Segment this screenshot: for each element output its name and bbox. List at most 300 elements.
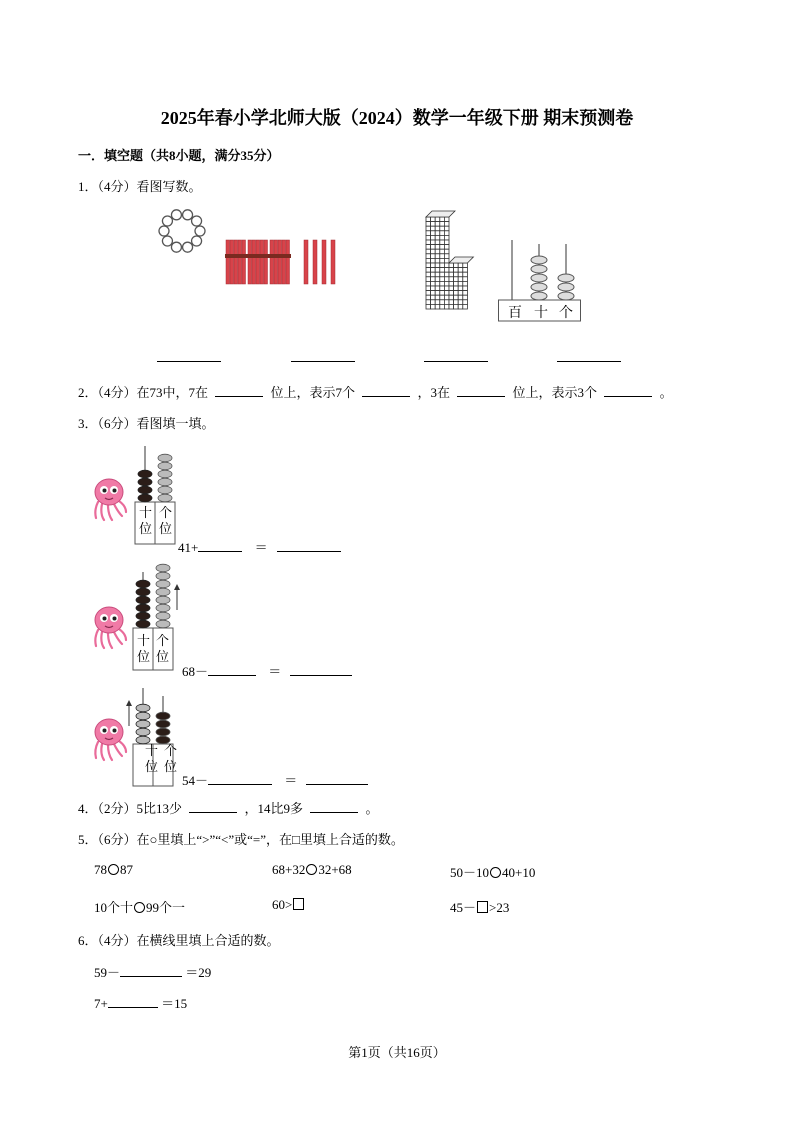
q5-item-6-left: 45－	[450, 900, 477, 915]
q4-part-2: ，14比9多	[244, 801, 304, 816]
cube	[426, 217, 431, 222]
bead	[136, 588, 150, 596]
cube	[431, 272, 436, 277]
cube	[458, 295, 463, 300]
q6-line-2	[94, 993, 187, 1012]
cube	[444, 226, 449, 231]
bead	[183, 210, 193, 220]
cube	[444, 286, 449, 291]
cube	[458, 263, 463, 268]
cube	[463, 300, 468, 305]
q3-eq2-start: 68－	[182, 664, 209, 679]
bead	[136, 580, 150, 588]
q5-item-3	[450, 862, 535, 881]
page-footer: 第1页（共16页）	[348, 1045, 446, 1060]
bead	[156, 588, 170, 596]
cube	[463, 268, 468, 273]
q5-item-5	[272, 897, 305, 913]
compare-circle[interactable]	[490, 867, 501, 878]
cube	[444, 231, 449, 236]
cube	[463, 291, 468, 296]
q2-blank-3[interactable]	[457, 384, 505, 397]
bead	[136, 704, 150, 712]
cube	[426, 258, 431, 263]
bead	[136, 728, 150, 736]
answer-box[interactable]	[293, 898, 304, 910]
bead	[158, 470, 172, 478]
stick	[230, 240, 234, 284]
cube	[458, 286, 463, 291]
cube	[454, 268, 459, 273]
bead	[531, 265, 547, 273]
bead	[136, 712, 150, 720]
cube	[435, 281, 440, 286]
cube	[463, 263, 468, 268]
cube	[431, 258, 436, 263]
stick	[274, 240, 278, 284]
stick	[313, 240, 317, 284]
cube	[431, 235, 436, 240]
q3-eq2	[182, 661, 352, 680]
cube	[444, 295, 449, 300]
cube	[426, 281, 431, 286]
q6-line-2-end: ＝15	[161, 996, 188, 1011]
bead	[136, 596, 150, 604]
bead	[531, 283, 547, 291]
compare-circle[interactable]	[108, 864, 119, 875]
cube	[463, 286, 468, 291]
cube	[449, 268, 454, 273]
q5-item-1-left: 78	[94, 862, 107, 877]
q3-eq2-equals: ＝	[268, 664, 282, 679]
answer-box[interactable]	[477, 901, 488, 913]
cube	[426, 300, 431, 305]
cube	[431, 268, 436, 273]
cube	[444, 291, 449, 296]
bead	[159, 226, 169, 236]
cube	[431, 222, 436, 227]
cube	[435, 240, 440, 245]
abacus-label-tens: 十	[534, 306, 548, 321]
cube	[444, 245, 449, 250]
cube	[440, 300, 445, 305]
abacus-label-ones: 个	[559, 306, 573, 321]
bundle-tie	[247, 254, 269, 258]
cube	[458, 272, 463, 277]
ten-beads-ring-image	[158, 208, 208, 256]
cube	[426, 304, 431, 309]
q1-answer-blank-1[interactable]	[157, 361, 221, 362]
stick	[264, 240, 268, 284]
cube	[454, 291, 459, 296]
bead	[156, 572, 170, 580]
pv1-tens-label: 十 位	[139, 505, 153, 536]
cube	[440, 226, 445, 231]
q5-item-4-right: 99个一	[146, 900, 186, 915]
stick	[282, 240, 286, 284]
cube	[454, 300, 459, 305]
stick	[242, 240, 246, 284]
bead	[158, 462, 172, 470]
q4-part-3: 。	[365, 801, 379, 816]
cube	[431, 249, 436, 254]
q2-part-2: 位上，表示7个	[270, 385, 356, 400]
q3-eq3-equals: ＝	[284, 773, 298, 788]
q3-eq1-equals: ＝	[254, 540, 268, 555]
stick	[278, 240, 282, 284]
cube	[431, 291, 436, 296]
q1-answer-blank-2[interactable]	[291, 361, 355, 362]
cube	[449, 304, 454, 309]
bead	[156, 580, 170, 588]
bead	[156, 604, 170, 612]
bead	[158, 486, 172, 494]
q1-answer-blank-3[interactable]	[424, 361, 488, 362]
cube	[440, 272, 445, 277]
cube	[440, 249, 445, 254]
q5-item-5-left: 60>	[272, 897, 293, 912]
cube	[426, 286, 431, 291]
abacus-label-hundreds: 百	[508, 306, 522, 321]
cube	[440, 245, 445, 250]
cube	[454, 263, 459, 268]
cube	[449, 263, 454, 268]
cube	[440, 231, 445, 236]
cube	[454, 281, 459, 286]
bead	[136, 720, 150, 728]
octopus-icon	[92, 604, 128, 650]
cube	[431, 277, 436, 282]
bead	[558, 274, 574, 282]
cube	[431, 286, 436, 291]
q2-part-4: 位上，表示3个	[512, 385, 598, 400]
q6-line-1-start: 59－	[94, 965, 121, 980]
cube	[444, 235, 449, 240]
cube	[440, 258, 445, 263]
q3-eq3-blank-2[interactable]	[306, 772, 368, 785]
cube	[444, 254, 449, 259]
cube	[458, 277, 463, 282]
stick	[238, 240, 242, 284]
cube	[435, 286, 440, 291]
q5-item-2	[272, 862, 352, 878]
q2-blank-4[interactable]	[604, 384, 652, 397]
q2-line	[78, 382, 673, 401]
q4-blank-2[interactable]	[310, 800, 358, 813]
cube	[431, 245, 436, 250]
cube	[431, 281, 436, 286]
q5-item-4	[94, 897, 185, 916]
cube	[435, 277, 440, 282]
cube	[440, 295, 445, 300]
cube	[431, 254, 436, 259]
cube	[454, 304, 459, 309]
cube	[426, 231, 431, 236]
bead	[158, 494, 172, 502]
cube	[449, 295, 454, 300]
q5-item-6-right: >23	[489, 900, 510, 915]
q6-blank-2[interactable]	[108, 995, 158, 1008]
cube	[431, 263, 436, 268]
cube	[458, 291, 463, 296]
bundle-tie	[269, 254, 291, 258]
bead	[531, 274, 547, 282]
q5-item-3-left: 50－10	[450, 865, 490, 880]
cube	[426, 249, 431, 254]
q5-item-2-right: 32+68	[318, 862, 352, 877]
cube	[435, 263, 440, 268]
q2-part-5: 。	[659, 385, 673, 400]
bead	[558, 292, 574, 300]
cube	[435, 295, 440, 300]
cube	[431, 304, 436, 309]
cube	[449, 281, 454, 286]
cube	[454, 277, 459, 282]
bead	[156, 620, 170, 628]
cube-blocks-image	[426, 211, 486, 315]
q5-item-1	[94, 862, 133, 878]
q6-line-1	[94, 962, 211, 981]
cube	[435, 226, 440, 231]
q3-eq1	[178, 537, 341, 556]
cube	[426, 277, 431, 282]
stick	[260, 240, 264, 284]
cube	[440, 222, 445, 227]
cube	[435, 254, 440, 259]
cube	[463, 272, 468, 277]
bead	[162, 236, 172, 246]
q2-blank-1[interactable]	[215, 384, 263, 397]
bead	[158, 478, 172, 486]
cube	[426, 295, 431, 300]
q3-eq2-blank-1[interactable]	[208, 663, 256, 676]
cube	[431, 295, 436, 300]
cube	[440, 277, 445, 282]
cube	[431, 217, 436, 222]
bead	[156, 720, 170, 728]
cube	[435, 272, 440, 277]
cube	[454, 272, 459, 277]
cube	[440, 281, 445, 286]
q5-text: 5．（6分）在○里填上“>”“<”或“=”，在□里填上合适的数。	[78, 832, 404, 847]
page-title: 2025年春小学北师大版（2024）数学一年级下册 期末预测卷	[160, 108, 634, 128]
cube	[431, 300, 436, 305]
cube	[435, 245, 440, 250]
cube	[426, 268, 431, 273]
q1-answer-blank-4[interactable]	[557, 361, 621, 362]
bead	[156, 728, 170, 736]
cube	[449, 300, 454, 305]
cube	[444, 217, 449, 222]
cube	[440, 268, 445, 273]
bead	[531, 292, 547, 300]
bead	[136, 612, 150, 620]
cube	[435, 231, 440, 236]
octopus-icon	[92, 476, 128, 522]
cube	[458, 281, 463, 286]
q1-text: 1．（4分）看图写数。	[78, 179, 202, 194]
bead	[558, 283, 574, 291]
cube	[431, 240, 436, 245]
cube	[440, 217, 445, 222]
cube	[463, 295, 468, 300]
cube	[440, 235, 445, 240]
q3-text: 3．（6分）看图填一填。	[78, 416, 215, 431]
stick	[248, 240, 252, 284]
cube	[426, 240, 431, 245]
stick	[270, 240, 274, 284]
cube	[426, 291, 431, 296]
q5-item-4-left: 10个十	[94, 900, 134, 915]
bead	[156, 712, 170, 720]
stick	[286, 240, 290, 284]
q5-item-1-right: 87	[120, 862, 133, 877]
bead	[162, 216, 172, 226]
bead	[192, 216, 202, 226]
stick	[234, 240, 238, 284]
q5-item-3-right: 40+10	[502, 865, 536, 880]
cube	[458, 304, 463, 309]
cube	[444, 272, 449, 277]
q6-blank-1[interactable]	[120, 964, 182, 977]
cube	[463, 304, 468, 309]
bead	[192, 236, 202, 246]
octopus-icon	[92, 716, 128, 762]
q6-line-1-end: ＝29	[185, 965, 212, 980]
bead	[171, 242, 181, 252]
compare-circle[interactable]	[134, 902, 145, 913]
bundle-tie	[225, 254, 247, 258]
q3-eq2-blank-2[interactable]	[290, 663, 352, 676]
cube	[431, 226, 436, 231]
q2-part-1: 2．（4分）在73中，7在	[78, 385, 209, 400]
pv1-ones-label: 个 位	[159, 505, 173, 536]
cube	[426, 226, 431, 231]
bead	[136, 604, 150, 612]
q4-line	[78, 798, 379, 817]
cube	[440, 263, 445, 268]
stick	[304, 240, 308, 284]
cube	[454, 295, 459, 300]
cube	[426, 263, 431, 268]
cube	[444, 240, 449, 245]
cube	[426, 254, 431, 259]
q3-eq3-blank-1[interactable]	[208, 772, 272, 785]
stick	[322, 240, 326, 284]
q4-part-1: 4．（2分）5比13少	[78, 801, 183, 816]
cube-top	[449, 257, 473, 263]
q5-item-2-left: 68+32	[272, 862, 306, 877]
bead	[156, 564, 170, 572]
cube	[444, 304, 449, 309]
cube	[426, 245, 431, 250]
cube	[435, 268, 440, 273]
pv2-tens-label: 十 位	[137, 633, 151, 664]
bead	[171, 210, 181, 220]
cube	[444, 249, 449, 254]
q5-item-6	[450, 897, 509, 916]
bead	[138, 470, 152, 478]
bead	[531, 256, 547, 264]
section-heading: 一．填空题（共8小题，满分35分）	[78, 148, 280, 163]
bead	[138, 494, 152, 502]
q2-blank-2[interactable]	[362, 384, 410, 397]
stick	[252, 240, 256, 284]
cube	[444, 300, 449, 305]
q3-eq1-blank-1[interactable]	[198, 539, 242, 552]
bead	[138, 486, 152, 494]
cube	[444, 222, 449, 227]
cube	[435, 304, 440, 309]
cube	[444, 258, 449, 263]
cube	[440, 291, 445, 296]
cube	[444, 277, 449, 282]
cube	[431, 231, 436, 236]
cube	[426, 272, 431, 277]
cube	[426, 222, 431, 227]
compare-circle[interactable]	[306, 864, 317, 875]
cube	[435, 222, 440, 227]
cube	[458, 300, 463, 305]
cube	[435, 235, 440, 240]
cube	[449, 277, 454, 282]
q6-line-2-start: 7+	[94, 996, 108, 1011]
cube	[444, 268, 449, 273]
cube	[435, 291, 440, 296]
stick-bundles-image	[226, 238, 346, 288]
stick	[226, 240, 230, 284]
stick	[331, 240, 335, 284]
cube	[463, 277, 468, 282]
cube	[458, 268, 463, 273]
pv2-ones-label: 个 位	[156, 633, 170, 664]
bead	[156, 612, 170, 620]
cube	[435, 300, 440, 305]
q3-eq1-blank-2[interactable]	[277, 539, 341, 552]
cube	[435, 258, 440, 263]
q3-eq1-start: 41+	[178, 540, 199, 555]
cube	[444, 281, 449, 286]
cube	[440, 304, 445, 309]
bead	[156, 596, 170, 604]
cube	[449, 272, 454, 277]
cube	[440, 240, 445, 245]
q3-eq3-start: 54－	[182, 773, 209, 788]
q3-eq3	[182, 770, 368, 789]
cube-top	[426, 211, 455, 217]
cube	[435, 249, 440, 254]
arrow-up-icon	[126, 700, 132, 706]
q6-text: 6．（4分）在横线里填上合适的数。	[78, 933, 280, 948]
bead	[158, 454, 172, 462]
bead	[183, 242, 193, 252]
q2-part-3: ，3在	[417, 385, 451, 400]
cube	[449, 291, 454, 296]
cube	[444, 263, 449, 268]
bead	[136, 620, 150, 628]
stick	[256, 240, 260, 284]
cube	[435, 217, 440, 222]
pv3-tens-label: 十 位	[145, 743, 159, 774]
bead	[138, 478, 152, 486]
cube	[449, 286, 454, 291]
arrow-up-icon	[174, 584, 180, 590]
cube	[463, 281, 468, 286]
q4-blank-1[interactable]	[189, 800, 237, 813]
pv3-ones-label: 个 位	[164, 743, 178, 774]
bead	[195, 226, 205, 236]
cube	[440, 286, 445, 291]
